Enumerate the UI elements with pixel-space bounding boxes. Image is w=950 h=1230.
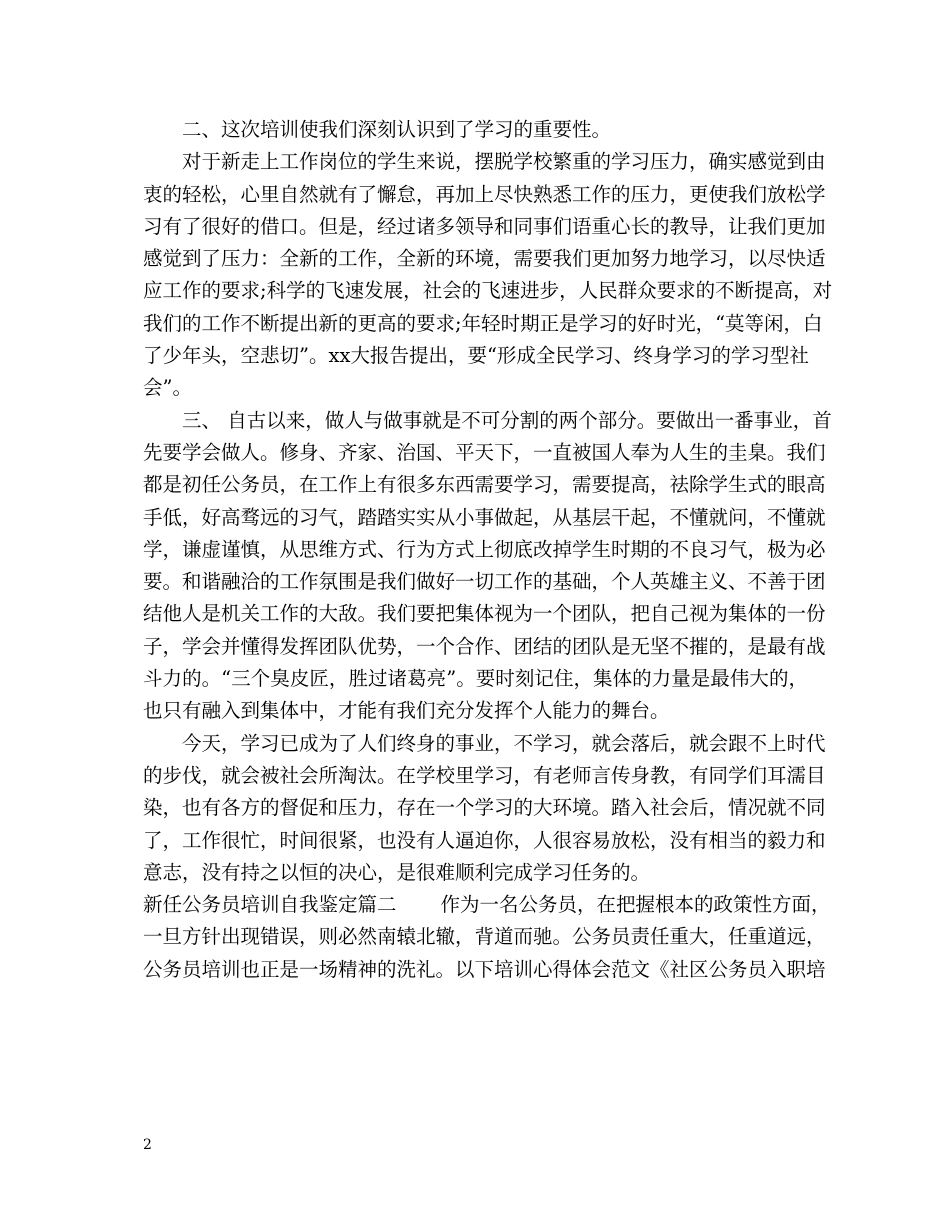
paragraph-line: 对于新走上工作岗位的学生来说，摆脱学校繁重的学习压力，确实感觉到由 <box>182 150 826 174</box>
paragraph-line: 会”。 <box>143 376 192 400</box>
paragraph-line: 公务员培训也正是一场精神的洗礼。以下培训心得体会范文《社区公务员入职培 <box>143 957 826 981</box>
section-heading-line <box>143 889 831 921</box>
paragraph-line: 染，也有各方的督促和压力，存在一个学习的大环境。踏入社会后，情况就不同 <box>143 796 826 820</box>
paragraph-line: 也只有融入到集体中，才能有我们充分发挥个人能力的舞台。 <box>143 699 670 723</box>
paragraph-line: 三、 自古以来，做人与做事就是不可分割的两个部分。要做出一番事业，首 <box>182 408 832 432</box>
paragraph-line: 我们的工作不断提出新的更高的要求;年轻时期正是学习的好时光，“莫等闲，白 <box>143 311 823 335</box>
section-heading: 新任公务员培训自我鉴定篇二 <box>143 893 397 917</box>
document-body <box>143 114 833 986</box>
paragraph-line: 了，工作很忙，时间很紧，也没有人逼迫你，人很容易放松，没有相当的毅力和 <box>143 828 826 852</box>
paragraph-line: 结他人是机关工作的大敌。我们要把集体视为一个团队，把自己视为集体的一份 <box>143 602 826 626</box>
paragraph-line: 衷的轻松，心里自然就有了懈怠，再加上尽快熟悉工作的压力，更使我们放松学 <box>143 182 826 206</box>
paragraph-line: 都是初任公务员，在工作上有很多东西需要学习，需要提高，祛除学生式的眼高 <box>143 473 826 497</box>
paragraph-line: 今天，学习已成为了人们终身的事业，不学习，就会落后，就会跟不上时代 <box>182 731 826 755</box>
paragraph-line: 先要学会做人。修身、齐家、治国、平天下，一直被国人奉为人生的圭臬。我们 <box>143 440 826 464</box>
paragraph-line: 手低，好高骛远的习气，踏踏实实从小事做起，从基层干起，不懂就问，不懂就 <box>143 505 826 529</box>
paragraph-line: 斗力的。“三个臭皮匠，胜过诸葛亮”。要时刻记住，集体的力量是最伟大的， <box>143 667 808 691</box>
paragraph-line: 子，学会并懂得发挥团队优势，一个合作、团结的团队是无坚不摧的，是最有战 <box>143 634 826 658</box>
paragraph-line: 了少年头，空悲切”。xx大报告提出，要“形成全民学习、终身学习的学习型社 <box>143 344 809 368</box>
paragraph-line: 作为一名公务员，在把握根本的政策性方面， <box>440 893 831 917</box>
page-number: 2 <box>143 1137 152 1153</box>
paragraph-line: 习有了很好的借口。但是，经过诸多领导和同事们语重心长的教导，让我们更加 <box>143 214 826 238</box>
paragraph-line: 应工作的要求;科学的飞速发展，社会的飞速进步，人民群众要求的不断提高，对 <box>143 279 833 303</box>
paragraph-line: 学，谦虚谨慎，从思维方式、行为方式上彻底改掉学生时期的不良习气，极为必 <box>143 537 826 561</box>
paragraph-line: 意志，没有持之以恒的决心，是很难顺利完成学习任务的。 <box>143 860 651 884</box>
paragraph-line: 的步伐，就会被社会所淘汰。在学校里学习，有老师言传身教，有同学们耳濡目 <box>143 763 826 787</box>
paragraph-line: 要。和谐融洽的工作氛围是我们做好一切工作的基础，个人英雄主义、不善于团 <box>143 570 826 594</box>
paragraph-line: 一旦方针出现错误，则必然南辕北辙，背道而驰。公务员责任重大，任重道远， <box>143 925 826 949</box>
paragraph-line: 二、这次培训使我们深刻认识到了学习的重要性。 <box>182 118 612 141</box>
paragraph-line: 感觉到了压力：全新的工作，全新的环境，需要我们更加努力地学习，以尽快适 <box>143 247 826 271</box>
